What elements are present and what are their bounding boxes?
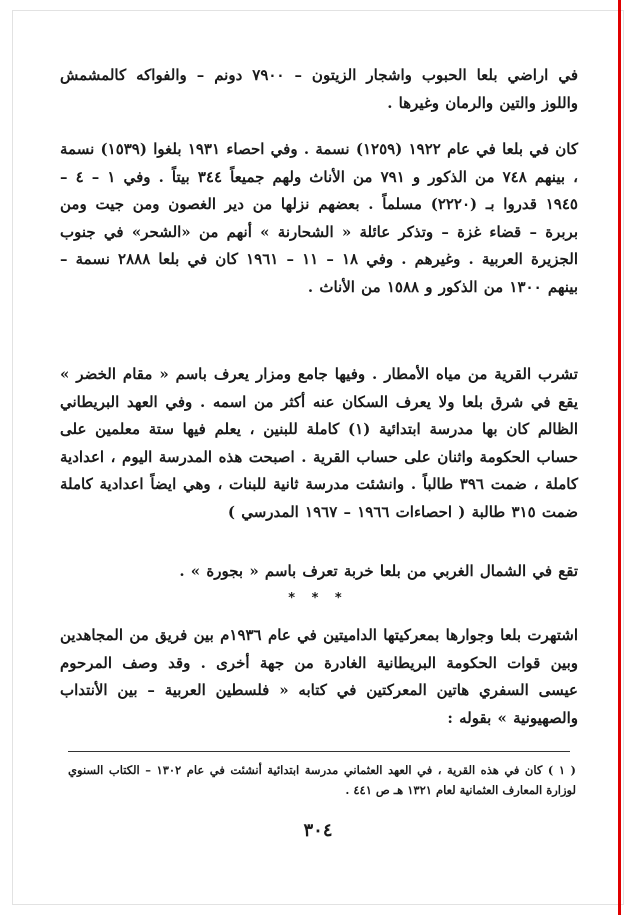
paragraph-population: كان في بلعا في عام ١٩٢٢ (١٢٥٩) نسمة . وفي احصاء ١٩٣١ بلغوا (١٥٣٩) نسمة ، بينهم ٧٤٨ من الذكور و ٧٩١ من الأناث ولهم جميعاً ٣٤٤ بيتاً . وفي ١ – ٤ – ١٩٤٥ قدروا بـ (٢٢٢٠) مسلماً . بعضهم نزلها من دير الغصون ومن جيت ومن بربرة – قضاء غزة – وتذكر عائلة « الشحارنة » أنهم من «الشحر» في جنوب الجزيرة العربية . وغيرهم . وفي ١٨ – ١١ – ١٩٦١ كان في بلعا ٢٨٨٨ نسمة – بينهم ١٣٠٠ من الذكور و ١٥٨٨ من الأناث . xyxy=(60,140,578,296)
page-edge-marker xyxy=(618,0,621,915)
section-separator: * * * xyxy=(288,591,348,606)
page-number: ٣٠٤ xyxy=(303,820,333,841)
footnote: ( ١ ) كان في هذه القرية ، في العهد العثماني مدرسة ابتدائية أنشئت في عام ١٣٠٢ – الكتاب السنوي لوزارة المعارف العثمانية لعام ١٣٢١ هـ ص ٤٤١ . xyxy=(68,763,576,797)
paragraph-water-and-schools: تشرب القرية من مياه الأمطار . وفيها جامع ومزار يعرف باسم « مقام الخضر » يقع في شرق بلعا ولا يعرف السكان عنه أكثر من اسمه . وفي العهد البريطاني الظالم كان بها مدرسة ابتدائية (١) كاملة للبنين ، يعلم فيها ستة معلمين على حساب الحكومة واثنان على حساب القرية . اصبحت هذه المدرسة اليوم ، اعدادية كاملة ، ضمت ٣٩٦ طالباً . وانشئت مدرسة ثانية للبنات ، وهي ايضاً اعدادية كاملة ضمت ٣١٥ طالبة ( احصاءات ١٩٦٦ – ١٩٦٧ المدرسي ) xyxy=(60,365,578,521)
paragraph-ruin: تقع في الشمال الغربي من بلعا خربة تعرف باسم « بجورة » . xyxy=(179,562,578,580)
paragraph-crops: في اراضي بلعا الحبوب واشجار الزيتون – ٧٩٠٠ دونم – والفواكه كالمشمش واللوز والتين والرمان وغيرها . xyxy=(60,66,578,112)
footnote-divider xyxy=(68,751,570,752)
paragraph-battles: اشتهرت بلعا وجوارها بمعركيتها الداميتين في عام ١٩٣٦م بين فريق من المجاهدين وبين قوات الحكومة البريطانية الغادرة من جهة أخرى . وقد وصف المرحوم عيسى السفري هاتين المعركتين في كتابه « فلسطين العربية – بين الأنتداب والصهيونية » بقوله : xyxy=(60,626,579,727)
